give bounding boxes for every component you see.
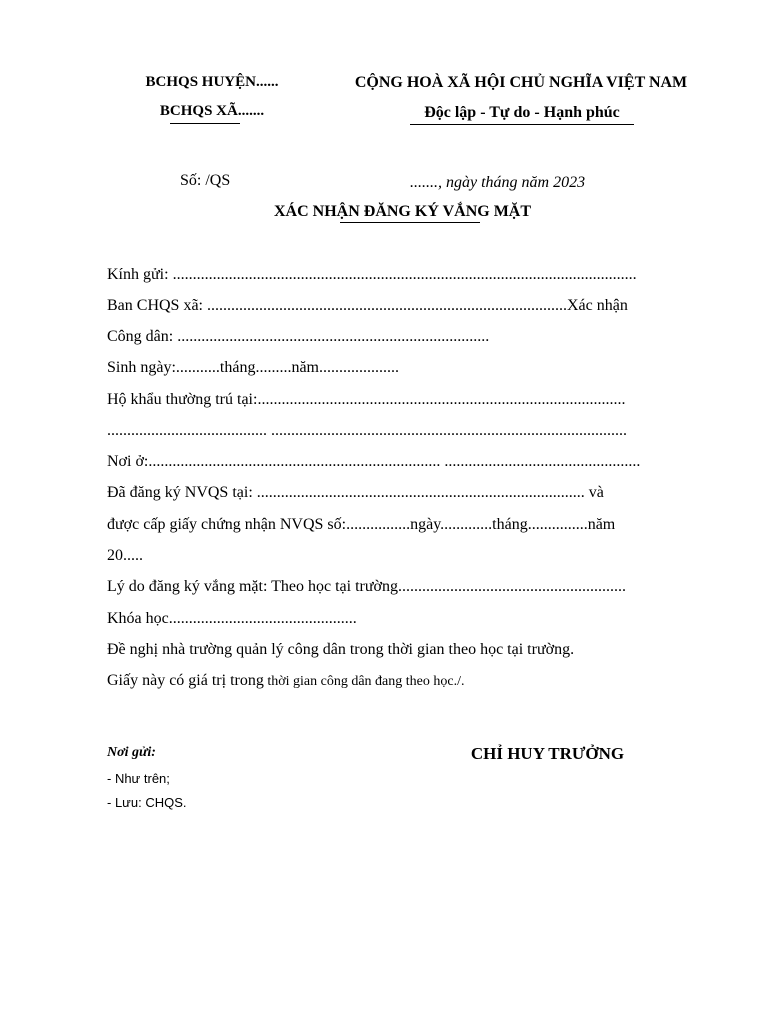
certificate-year-line: 20..... [107,547,143,564]
national-motto: Độc lập - Tự do - Hạnh phúc [424,104,620,121]
left-header-underline [170,123,240,124]
request-line: Đề nghị nhà trường quản lý công dân trong thời gian theo học tại trường. [107,641,575,658]
district-unit-label: BCHQS HUYỆN...... [145,74,279,90]
validity-text-tail: thời gian công dân đang theo học./. [263,674,465,689]
document-title: XÁC NHẬN ĐĂNG KÝ VẮNG MẶT [273,203,532,220]
motto-underline [410,124,634,125]
date-line: ......., ngày tháng năm 2023 [410,174,586,191]
current-residence-line: Nơi ở:......................................................................... ................................................. [107,453,641,470]
validity-text-main: Giấy này có giá trị trong [107,672,264,689]
commune-command-line: Ban CHQS xã: ..........................................................................................Xác nhận [107,297,628,314]
document-number: Số: /QS [180,172,231,189]
recipient-item: - Lưu: CHQS. [107,795,187,810]
certificate-line: được cấp giấy chứng nhận NVQS số:................ngày.............tháng...............năm [107,516,616,533]
course-line: Khóa học............................................... [107,610,357,627]
birthdate-line: Sinh ngày:...........tháng.........năm.................... [107,359,399,376]
commune-unit-label: BCHQS XÃ....... [159,103,265,119]
recipient-line: Kính gửi: .................................................................................................................... [107,266,637,283]
validity-line [107,672,464,690]
absence-reason-line: Lý do đăng ký vắng mặt: Theo học tại trường......................................................... [107,578,626,595]
recipients-label: Nơi gửi: [107,745,156,760]
title-underline [340,222,480,223]
registration-place-line: Đã đăng ký NVQS tại: .................................................................................. và [107,484,604,501]
recipient-item: - Như trên; [107,771,170,786]
citizen-line: Công dân: .............................................................................. [107,328,490,345]
permanent-residence-continuation: ........................................ ......................................................................................... [107,422,627,439]
signer-title: CHỈ HUY TRƯỞNG [470,744,625,763]
permanent-residence-line: Hộ khẩu thường trú tại:............................................................................................ [107,391,626,408]
national-title: CỘNG HOÀ XÃ HỘI CHỦ NGHĨA VIỆT NAM [354,74,688,91]
